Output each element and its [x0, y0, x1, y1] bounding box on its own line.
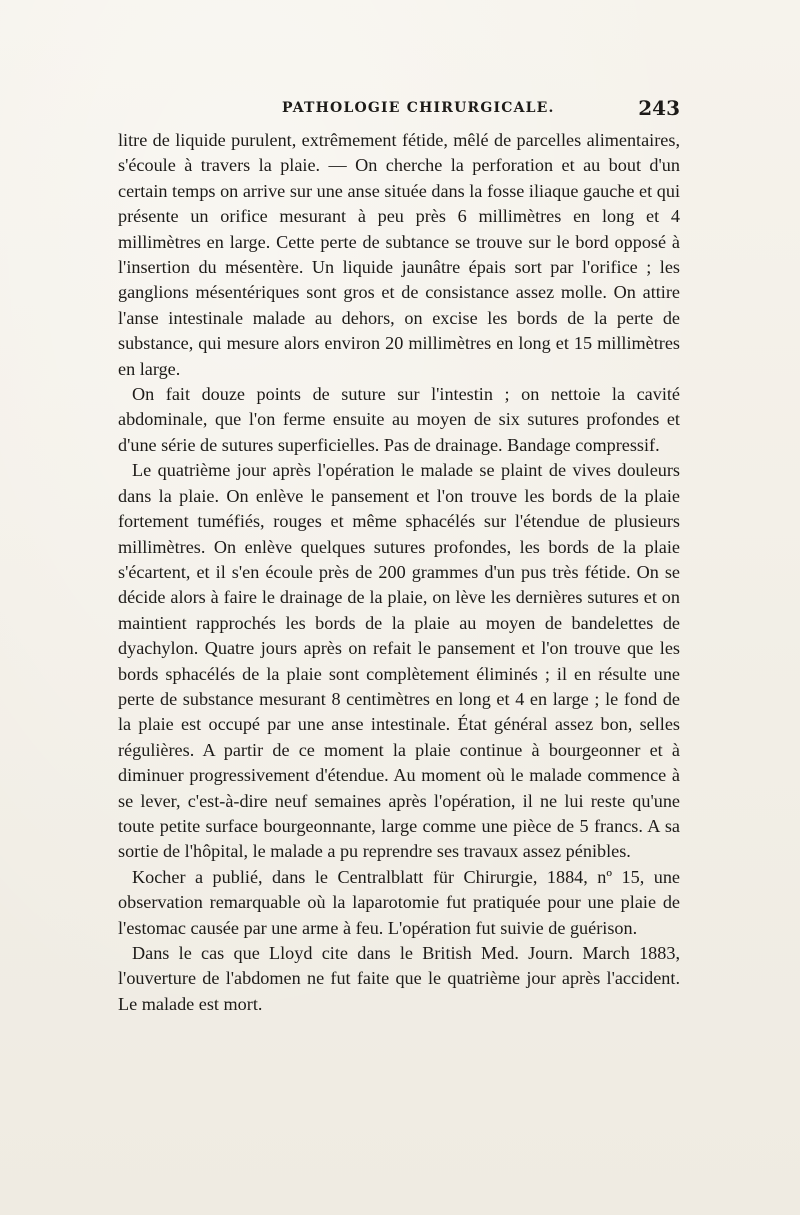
paragraph-2: On fait douze points de suture sur l'intestin ; on nettoie la cavité abdominale, que l'on ferme ensuite au moyen de six sutures profondes et d'une série de sutures superficielles. Pas de drainage. Bandage compressif. [118, 384, 680, 455]
paragraph-5: Dans le cas que Lloyd cite dans le British Med. Journ. March 1883, l'ouverture de l'abdomen ne fut faite que le quatrième jour après l'accident. Le malade est mort. [118, 943, 680, 1014]
page-header [118, 96, 680, 124]
running-head: PATHOLOGIE CHIRURGICALE. [282, 100, 555, 116]
paragraph-4: Kocher a publié, dans le Centralblatt für Chirurgie, 1884, nº 15, une observation remarquable où la laparotomie fut pratiquée pour une plaie de l'estomac causée par une arme à feu. L'opération fut suivie de guérison. [118, 866, 680, 938]
paragraph-1: litre de liquide purulent, extrêmement fétide, mêlé de parcelles alimentaires, s'écoule à travers la plaie. — On cherche la perforation et au bout d'un certain temps on arrive sur une anse située dans la fosse iliaque gauche et qui présente un orifice mesurant à peu près 6 millimètres en long et 4 millimètres en large. Cette perte de subtance se trouve sur le bord opposé à l'insertion du mésentère. Un liquide jaunâtre épais sort par l'orifice ; les ganglions mésentériques sont gros et de consistance assez molle. On attire l'anse intestinale malade au dehors, on excise les bords de la perte de substance, qui mesure alors environ 20 millimètres en long et 15 millimètres en large. [118, 130, 680, 379]
paragraph-3: Le quatrième jour après l'opération le malade se plaint de vives douleurs dans la plaie. On enlève le pansement et l'on trouve les bords de la plaie fortement tuméfiés, rouges et même sphacélés sur l'étendue de plusieurs millimètres. On enlève quelques sutures profondes, les bords de la plaie s'écartent, et il s'en écoule près de 200 grammes d'un pus très fétide. On se décide alors à faire le drainage de la plaie, on lève les dernières sutures et on maintient rapprochés les bords de la plaie au moyen de bandelettes de dyachylon. Quatre jours après on refait le pansement et l'on trouve que les bords sphacélés de la plaie sont complètement éliminés ; il en résulte une perte de substance mesurant 8 centimètres en long et 4 en large ; le fond de la plaie est occupé par une anse intestinale. État général assez bon, selles régulières. A partir de ce moment la plaie continue à bourgeonner et à diminuer progressivement d'étendue. Au moment où le malade commence à se lever, c'est-à-dire neuf semaines après l'opération, il ne lui reste qu'une toute petite surface bourgeonnante, large comme une pièce de 5 francs. A sa sortie de l'hôpital, le malade a pu reprendre ses travaux assez pénibles. [118, 460, 680, 862]
body-text [118, 128, 680, 1017]
page-number: 243 [638, 96, 680, 120]
